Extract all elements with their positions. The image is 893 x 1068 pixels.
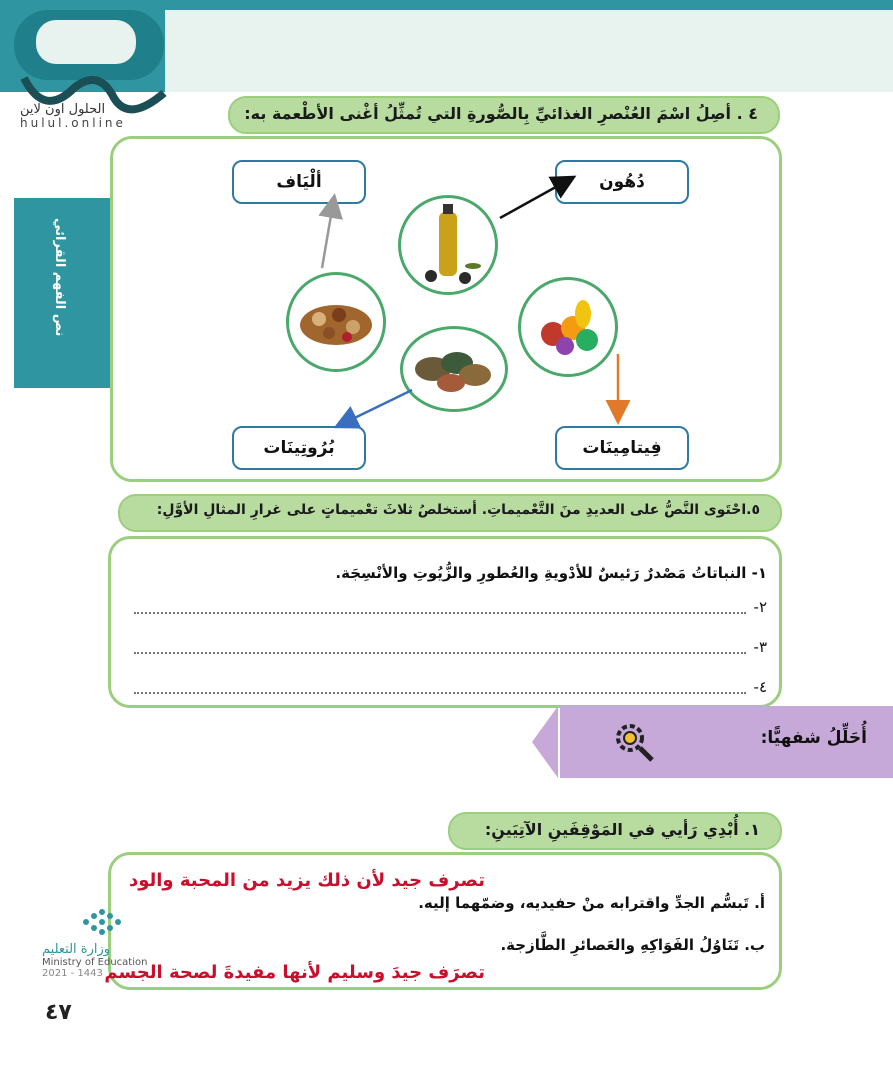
- q5-banner: [118, 494, 782, 532]
- q5-line-1: [335, 564, 767, 582]
- q5-line-2-num: ٢-: [753, 598, 767, 616]
- q5-line-4-num: ٤-: [753, 678, 767, 696]
- ministry-name-en: Ministry of Education: [42, 957, 148, 968]
- oral-banner-tip: [532, 706, 558, 778]
- oral-label: أُحَلِّلُ شفهيًّا:: [760, 728, 867, 748]
- ministry-year: 2021 - 1443: [42, 968, 103, 979]
- q5-line-1-num: ١-: [751, 564, 767, 582]
- oral-banner: [560, 706, 893, 778]
- page-number: ٤٧: [45, 1000, 72, 1025]
- gear-magnifier-icon: [612, 720, 658, 764]
- q5-frame: [108, 536, 782, 708]
- q1-item-a: أ. تَبسُّم الجدِّ واقترابه منْ حفيديه، وضمّهما إليه.: [418, 894, 765, 912]
- q5-line-3-input[interactable]: [134, 652, 746, 654]
- q5-title: ٥.احْتَوى النَّصُّ على العديدِ منَ التَّعْميماتِ. أستخلصُ ثلاثَ تعْميماتٍ على غرارِ المثالِ الأوَّلِ:: [156, 502, 760, 518]
- q1-banner: [448, 812, 782, 850]
- q1-answer-b: تصرَف جيدَ وسليم لأنها مفيدةَ لصحة الجسم: [104, 962, 485, 983]
- q1-item-b: ب. تَنَاوُلُ الفَوَاكِهِ والعَصائرِ الطَّازجة.: [500, 936, 765, 954]
- logo-sub: الحلول اون لاين: [20, 102, 106, 117]
- arrow-nuts-to-fibers: [322, 198, 334, 268]
- arrow-oil-to-fats: [500, 178, 572, 218]
- q5-line-3-num: ٣-: [753, 638, 767, 656]
- logo-url: hulul.online: [20, 116, 126, 130]
- q4-title: ٤ . أصِلُ اسْمَ العُنْصرِ الغذائيِّ بِالصُّورةِ التي تُمثِّلُ أغْنى الأطْعمة به:: [244, 104, 758, 123]
- q5-line-1-text: النباتاتُ مَصْدرٌ رَئيسٌ للأدْويةِ والعُطورِ والزُّيُوتِ والأنْسِجَة.: [335, 564, 747, 582]
- ministry-logo: [42, 906, 162, 990]
- arrow-legumes-to-proteins: [338, 390, 412, 426]
- fats-box[interactable]: دُهُون: [555, 160, 689, 204]
- q1-title: ١. أُبْدِي رَأيي في المَوْقِفَينِ الآتِيَينِ:: [484, 820, 760, 839]
- q5-line-2-input[interactable]: [134, 612, 746, 614]
- proteins-box[interactable]: بُرُوتِينَات: [232, 426, 366, 470]
- ministry-dots-icon: [42, 906, 162, 938]
- q1-answer-a: تصرف جيد لأن ذلك يزيد من المحبة والود: [128, 870, 485, 891]
- side-tab-label: نص الفهم القرائي: [52, 218, 67, 337]
- connector-arrows: [0, 0, 893, 500]
- vitamins-box[interactable]: فِيتامِينَات: [555, 426, 689, 470]
- fibers-box[interactable]: ألْيَاف: [232, 160, 366, 204]
- ministry-name-ar: وزارة التعليم: [42, 942, 111, 957]
- q5-line-4-input[interactable]: [134, 692, 746, 694]
